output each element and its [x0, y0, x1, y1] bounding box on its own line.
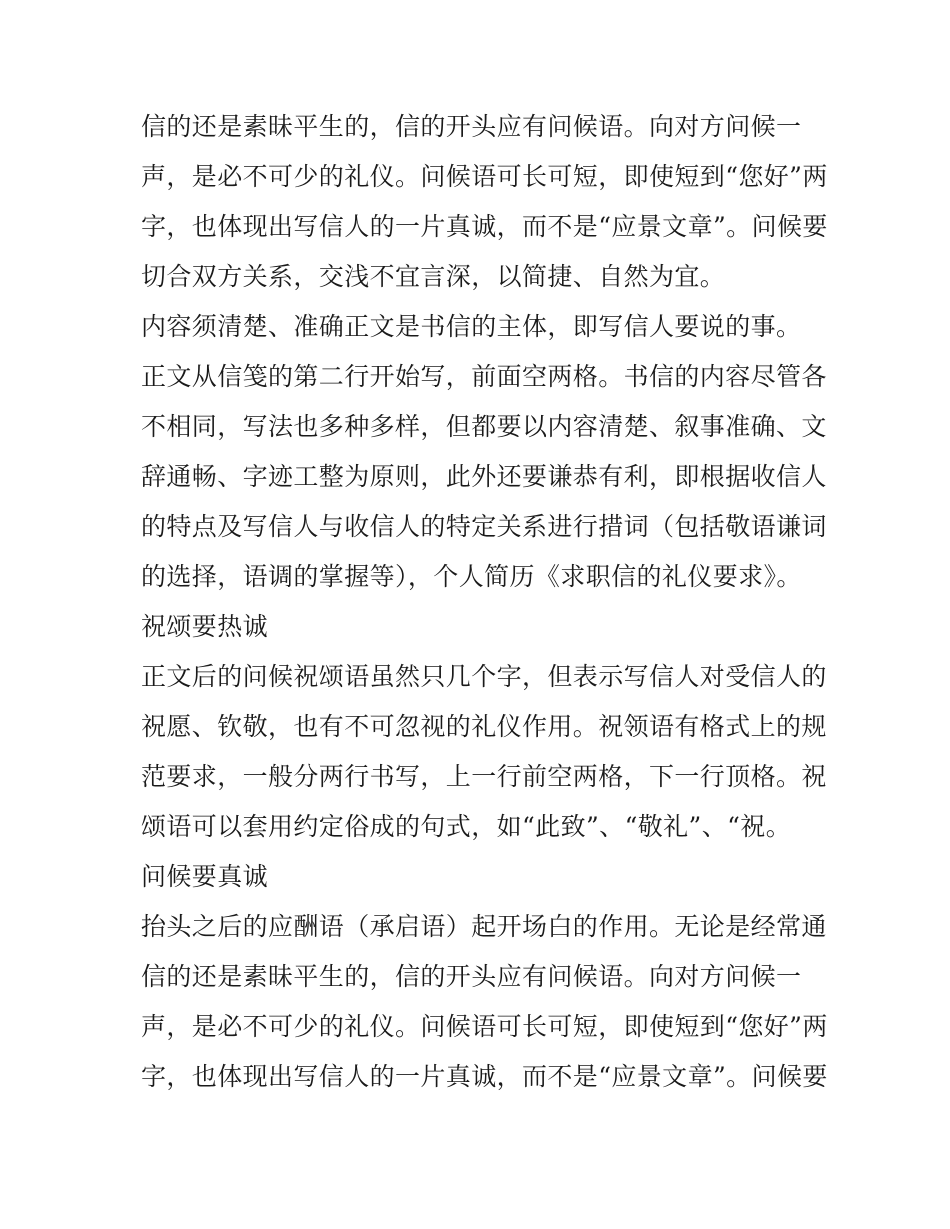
- text-line: 字，也体现出写信人的一片真诚，而不是“应景文章”。问候要: [141, 1062, 828, 1091]
- text-line: 辞通畅、字迹工整为原则，此外还要谦恭有利，即根据收信人: [141, 462, 827, 491]
- text-line: 抬头之后的应酬语（承启语）起开场白的作用。无论是经常通: [141, 912, 827, 941]
- text-line: 内容须清楚、准确正文是书信的主体，即写信人要说的事。: [141, 312, 802, 341]
- text-line: 切合双方关系，交浅不宜言深，以简捷、自然为宜。: [141, 262, 726, 291]
- section-heading: 祝颂要热诚: [141, 612, 269, 641]
- text-line: 信的还是素昧平生的，信的开头应有问候语。向对方问候一: [141, 962, 802, 991]
- section-heading: 问候要真诚: [141, 862, 269, 891]
- text-line: 声，是必不可少的礼仪。问候语可长可短，即使短到“您好”两: [141, 162, 828, 191]
- text-line: 正文后的问候祝颂语虽然只几个字，但表示写信人对受信人的: [141, 662, 827, 691]
- text-line: 范要求，一般分两行书写，上一行前空两格，下一行顶格。祝: [141, 762, 827, 791]
- text-line: 信的还是素昧平生的，信的开头应有问候语。向对方问候一: [141, 112, 802, 141]
- text-line: 字，也体现出写信人的一片真诚，而不是“应景文章”。问候要: [141, 212, 828, 241]
- text-line: 颂语可以套用约定俗成的句式，如“此致”、“敬礼”、“祝。: [141, 812, 792, 841]
- text-line: 不相同，写法也多种多样，但都要以内容清楚、叙事准确、文: [141, 412, 827, 441]
- text-line: 的选择，语调的掌握等），个人简历《求职信的礼仪要求》。: [141, 562, 802, 591]
- text-line: 祝愿、钦敬，也有不可忽视的礼仪作用。祝领语有格式上的规: [141, 712, 827, 741]
- text-line: 声，是必不可少的礼仪。问候语可长可短，即使短到“您好”两: [141, 1012, 828, 1041]
- text-line: 正文从信笺的第二行开始写，前面空两格。书信的内容尽管各: [141, 362, 827, 391]
- text-line: 的特点及写信人与收信人的特定关系进行措词（包括敬语谦词: [141, 512, 827, 541]
